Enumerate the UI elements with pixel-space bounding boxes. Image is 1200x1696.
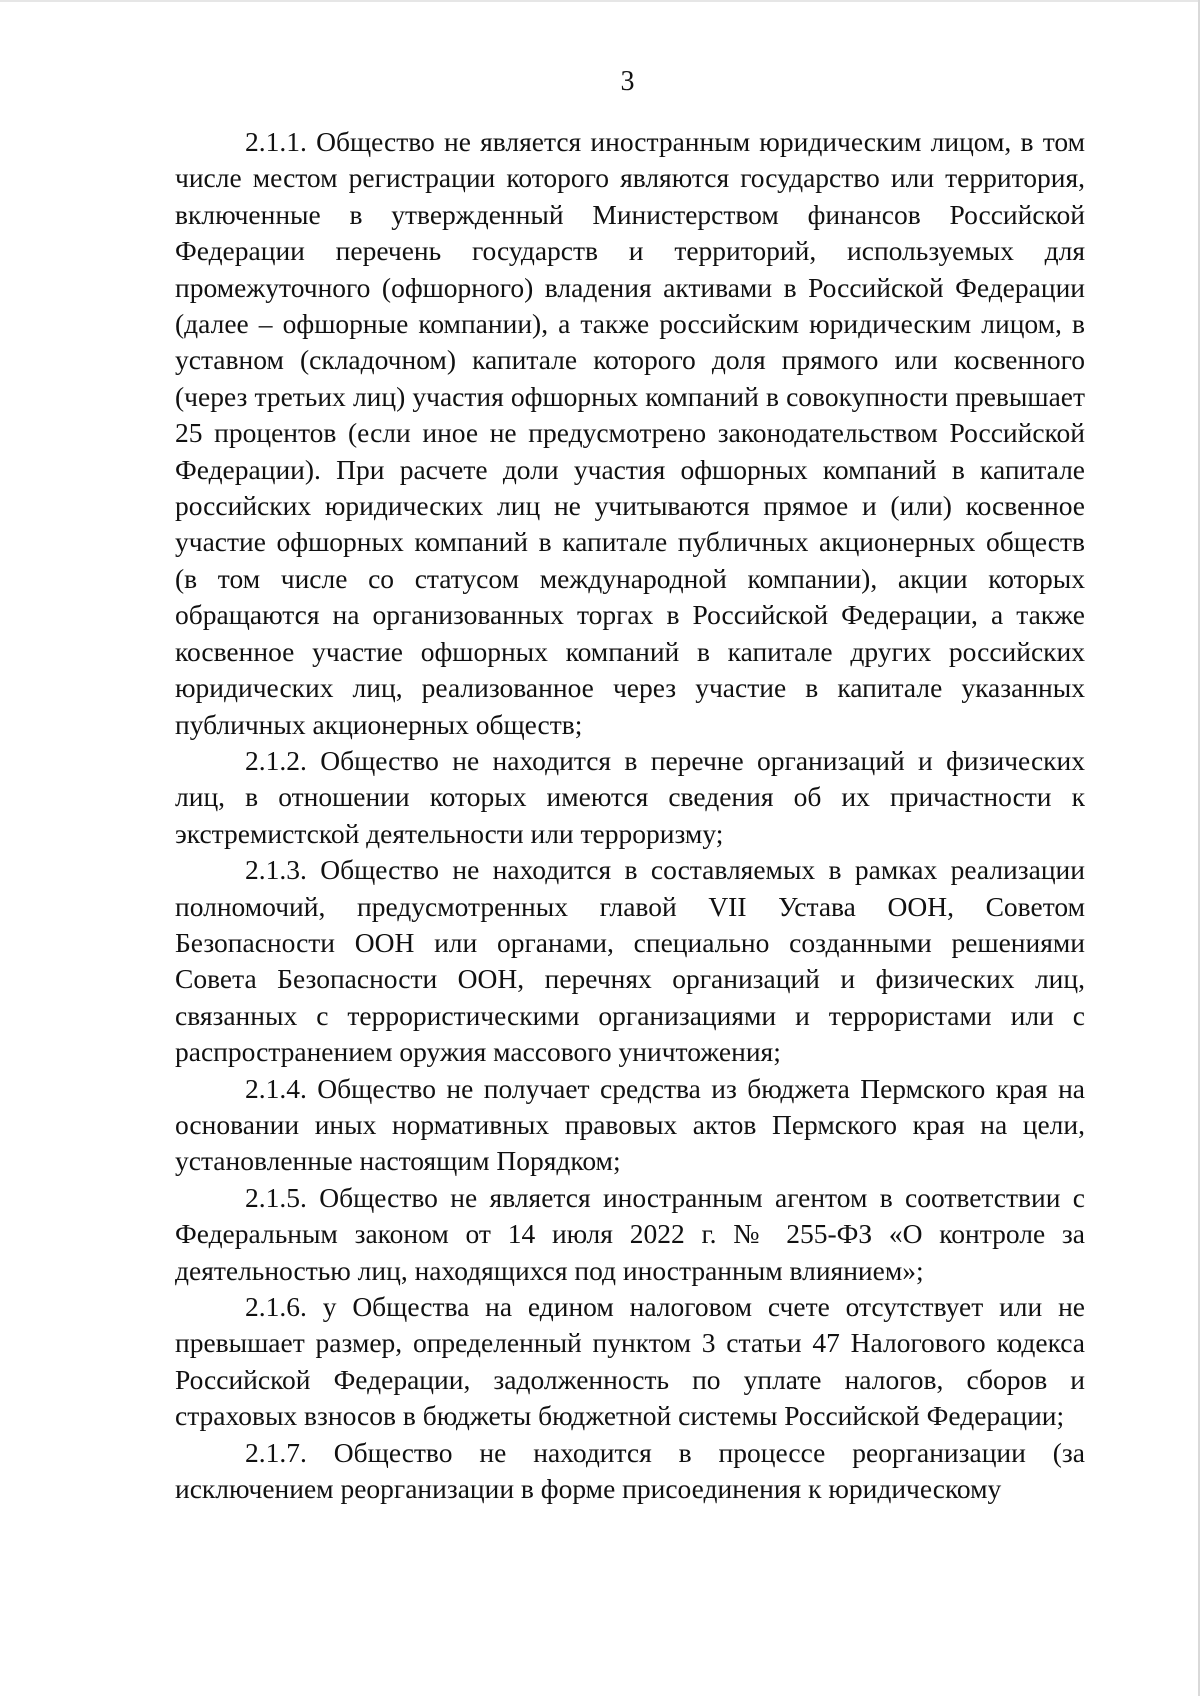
paragraph-2-1-6: 2.1.6. у Общества на едином налоговом счете отсутствует или не превышает размер, определенный пунктом 3 статьи 47 Налогового кодекса Российской Федерации, задолженность по уплате налогов, сборов и страховых взносов в бюджеты бюджетной системы Российской Федерации; xyxy=(175,1291,1085,1432)
scan-edge-top xyxy=(0,0,1200,2)
paragraph-2-1-2: 2.1.2. Общество не находится в перечне организаций и физических лиц, в отношении которых имеются сведения об их причастности к экстремистской деятельности или терроризму; xyxy=(175,744,1085,849)
paragraph-2-1-4: 2.1.4. Общество не получает средства из бюджета Пермского края на основании иных нормативных правовых актов Пермского края на цели, установленные настоящим Порядком; xyxy=(175,1072,1085,1177)
page-number: 3 xyxy=(620,66,635,97)
paragraph-2-1-3: 2.1.3. Общество не находится в составляемых в рамках реализации полномочий, предусмотренных главой VII Устава ООН, Советом Безопасности ООН или органами, специально созданными решениями Совета Безопасности ООН, перечнях организаций и физических лиц, связанных с террористическими организациями и террористами или с распространением оружия массового уничтожения; xyxy=(175,854,1085,1068)
paragraph-2-1-1: 2.1.1. Общество не является иностранным юридическим лицом, в том числе местом регистрации которого являются государство или территория, включенные в утвержденный Министерством финансов Российской Федерации перечень государств и территорий, используемых для промежуточного (офшорного) владения активами в Российской Федерации (далее – офшорные компании), а также российским юридическим лицом, в уставном (складочном) капитале которого доля прямого или косвенного (через третьих лиц) участия офшорных компаний в совокупности превышает 25 процентов (если иное не предусмотрено законодательством Российской Федерации). При расчете доли участия офшорных компаний в капитале российских юридических лиц не учитываются прямое и (или) косвенное участие офшорных компаний в капитале публичных акционерных обществ (в том числе со статусом международной компании), акции которых обращаются на организованных торгах в Российской Федерации, а также косвенное участие офшорных компаний в капитале других российских юридических лиц, реализованное через участие в капитале указанных публичных акционерных обществ; xyxy=(175,126,1085,740)
paragraph-2-1-7: 2.1.7. Общество не находится в процессе реорганизации (за исключением реорганизации в форме присоединения к юридическому xyxy=(175,1436,1085,1505)
paragraph-2-1-5: 2.1.5. Общество не является иностранным агентом в соответствии с Федеральным законом от 14 июля 2022 г. № 255-ФЗ «О контроле за деятельностью лиц, находящихся под иностранным влиянием»; xyxy=(175,1181,1085,1286)
document-body xyxy=(175,124,1085,1507)
